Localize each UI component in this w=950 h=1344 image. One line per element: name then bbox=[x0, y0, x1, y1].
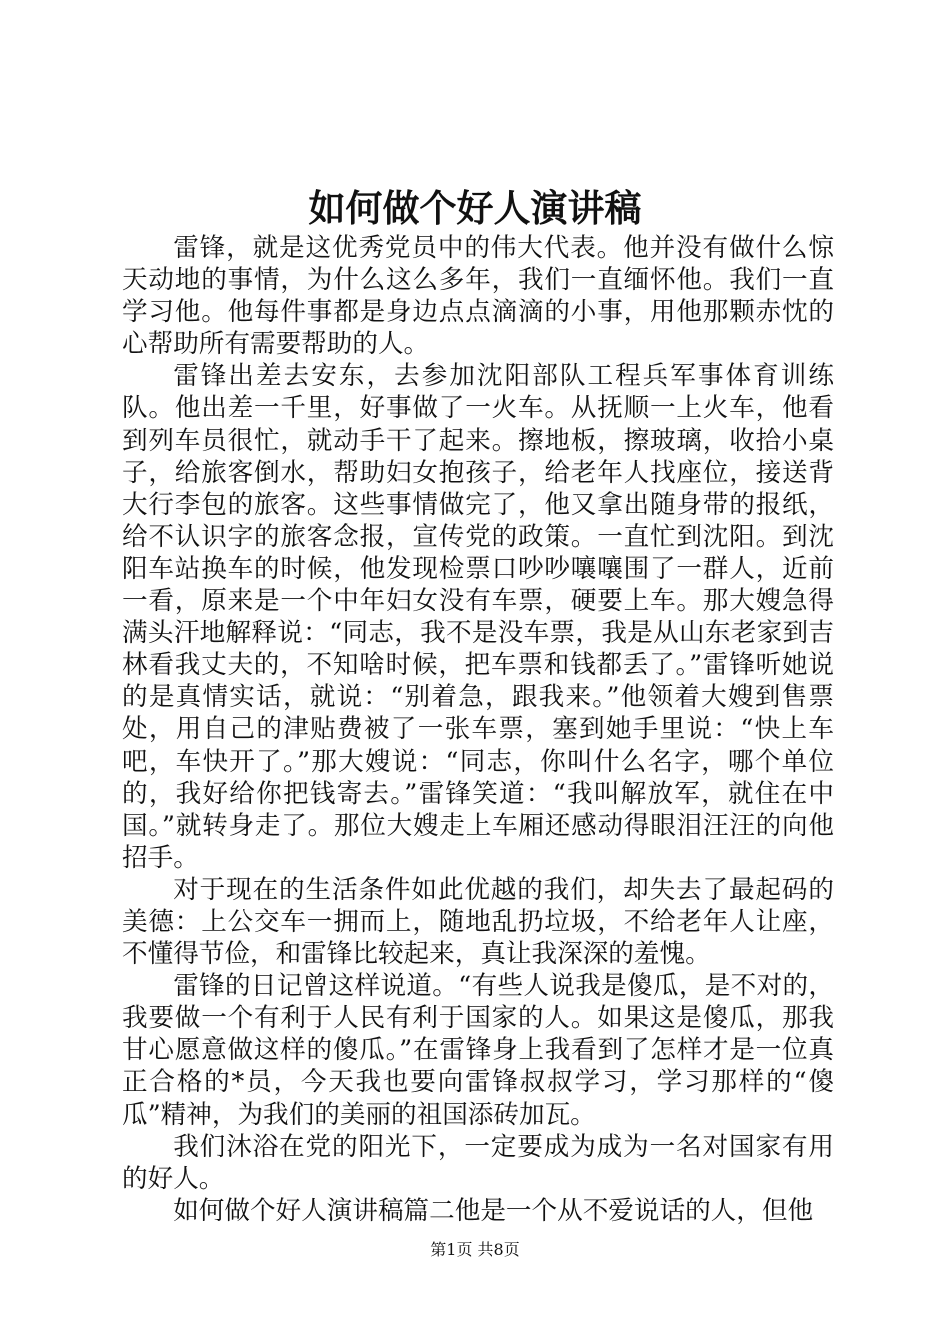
document-body bbox=[122, 232, 834, 1227]
paragraph-3: 对于现在的生活条件如此优越的我们，却失去了最起码的美德：上公交车一拥而上，随地乱扔垃圾，不给老年人让座，不懂得节俭，和雷锋比较起来，真让我深深的羞愧。 bbox=[122, 874, 834, 970]
paragraph-1: 雷锋，就是这优秀党员中的伟大代表。他并没有做什么惊天动地的事情，为什么这么多年，我们一直缅怀他。我们一直学习他。他每件事都是身边点点滴滴的小事，用他那颗赤忱的心帮助所有需要帮助的人。 bbox=[122, 233, 834, 360]
document-title: 如何做个好人演讲稿 bbox=[308, 186, 642, 230]
paragraph-6: 如何做个好人演讲稿篇二他是一个从不爱说话的人，但他 bbox=[173, 1195, 814, 1226]
paragraph-2: 雷锋出差去安东，去参加沈阳部队工程兵军事体育训练队。他出差一千里，好事做了一火车。从抚顺一上火车，他看到列车员很忙，就动手干了起来。擦地板，擦玻璃，收拾小桌子，给旅客倒水，帮助妇女抱孩子，给老年人找座位，接送背大行李包的旅客。这些事情做完了，他又拿出随身带的报纸，给不认识字的旅客念报，宣传党的政策。一直忙到沈阳。到沈阳车站换车的时候，他发现检票口吵吵嚷嚷围了一群人，近前一看，原来是一个中年妇女没有车票，硬要上车。那大嫂急得满头汗地解释说：“同志，我不是没车票，我是从山东老家到吉林看我丈夫的，不知啥时候，把车票和钱都丢了。”雷锋听她说的是真情实话，就说：“别着急，跟我来。”他领着大嫂到售票处，用自己的津贴费被了一张车票，塞到她手里说：“快上车吧，车快开了。”那大嫂说：“同志，你叫什么名字，哪个单位的，我好给你把钱寄去。”雷锋笑道：“我叫解放军，就住在中国。”就转身走了。那位大嫂走上车厢还感动得眼泪汪汪的向他招手。 bbox=[122, 361, 834, 873]
paragraph-4: 雷锋的日记曾这样说道。“有些人说我是傻瓜，是不对的，我要做一个有利于人民有利于国家的人。如果这是傻瓜，那我甘心愿意做这样的傻瓜。”在雷锋身上我看到了怎样才是一位真正合格的*员，今天我也要向雷锋叔叔学习，学习那样的“傻瓜”精神，为我们的美丽的祖国添砖加瓦。 bbox=[122, 971, 834, 1130]
page-footer: 第1页 共8页 bbox=[430, 1240, 520, 1259]
paragraph-5: 我们沐浴在党的阳光下，一定要成为成为一名对国家有用的好人。 bbox=[122, 1131, 834, 1194]
